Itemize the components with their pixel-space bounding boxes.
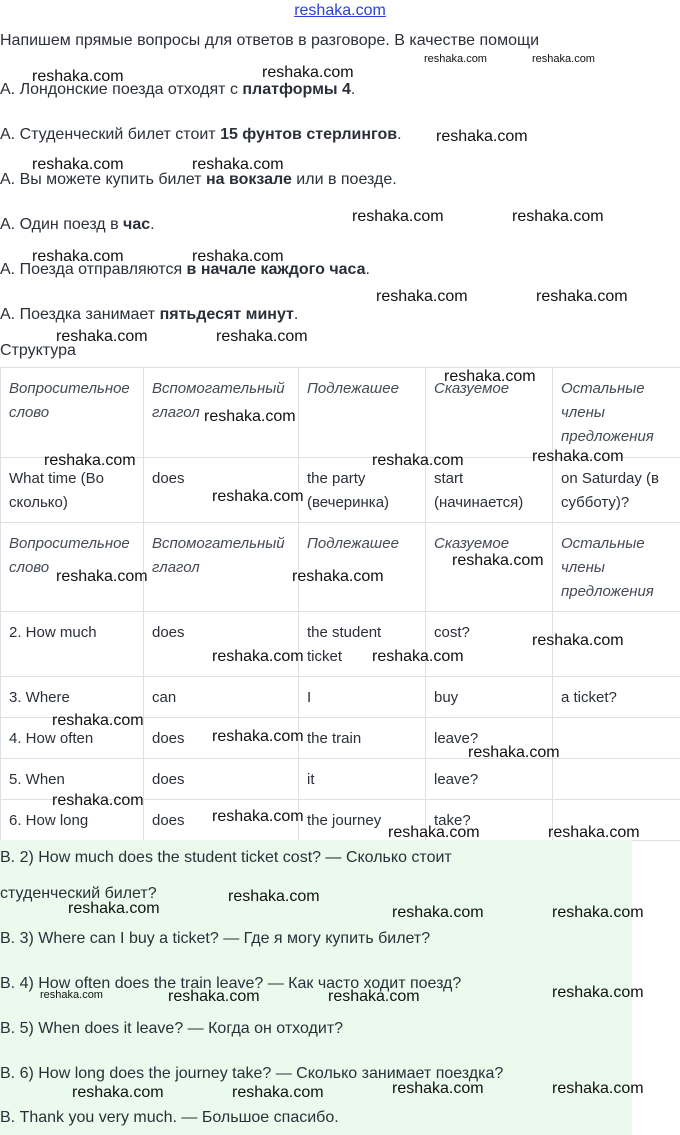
statement-suffix: . [397, 126, 402, 143]
table-cell: start (начинается) [426, 458, 553, 523]
table-header-cell: Вспомогательный глагол [144, 523, 299, 612]
statement-bold: платформы 4 [242, 81, 351, 98]
statement-suffix: . [293, 306, 299, 323]
structure-label: Структура [0, 342, 76, 359]
table-header-cell: Подлежашее [299, 368, 426, 458]
table-cell: 5. When [1, 759, 144, 800]
structure-table [0, 367, 680, 841]
statement-bold: 15 фунтов стерлингов [220, 126, 398, 143]
watermark: reshaka.com [552, 984, 644, 1001]
watermark: reshaka.com [328, 988, 420, 1005]
table-header-cell: Вопросительное слово [1, 523, 144, 612]
table-cell: can [144, 677, 299, 718]
table-cell [553, 718, 680, 759]
watermark: reshaka.com [292, 568, 384, 585]
table-cell: the party (вечеринка) [299, 458, 426, 523]
table-header-row [1, 523, 680, 612]
answer-line: В. 5) When does it leave? — Когда он отходит? [0, 1020, 344, 1037]
watermark: reshaka.com [352, 208, 444, 225]
table-cell: leave? [426, 759, 553, 800]
statement-prefix: А. Поездка занимает [0, 306, 160, 323]
table-cell: 3. Where [1, 677, 144, 718]
statement-suffix: или в поезде. [291, 171, 397, 188]
answer-line: В. Thank you very much. — Большое спасибо. [0, 1109, 339, 1126]
watermark: reshaka.com [192, 156, 284, 173]
table-cell: a ticket? [553, 677, 680, 718]
table-cell [553, 759, 680, 800]
watermark: reshaka.com [552, 904, 644, 921]
table-cell: does [144, 718, 299, 759]
table-cell: What time (Во сколько) [1, 458, 144, 523]
statement-bold: на вокзале [205, 171, 292, 188]
answer-line: В. 6) How long does the journey take? — Сколько занимает поездка? [0, 1065, 504, 1082]
answer-line: В. 2) How much does the student ticket cost? — Сколько стоит [0, 849, 452, 866]
watermark: reshaka.com [168, 988, 260, 1005]
watermark: reshaka.com [192, 248, 284, 265]
table-cell: the journey [299, 800, 426, 841]
statement-prefix: А. Вы можете купить билет [0, 171, 206, 188]
table-cell: 6. How long [1, 800, 144, 841]
watermark: reshaka.com [424, 53, 487, 65]
watermark: reshaka.com [32, 156, 124, 173]
watermark: reshaka.com [52, 792, 144, 809]
statement-prefix: А. Студенческий билет стоит [0, 126, 221, 143]
watermark: reshaka.com [512, 208, 604, 225]
intro-text: Напишем прямые вопросы для ответов в разговоре. В качестве помощи [0, 32, 540, 49]
statement-suffix: . [350, 81, 356, 98]
table-header-cell: Сказуемое [426, 523, 553, 612]
statement-2 [0, 125, 402, 145]
watermark: reshaka.com [52, 712, 144, 729]
table-cell: I [299, 677, 426, 718]
watermark: reshaka.com [68, 900, 160, 917]
watermark: reshaka.com [388, 824, 480, 841]
table-cell: buy [426, 677, 553, 718]
watermark: reshaka.com [444, 368, 536, 385]
table-cell: the student ticket [299, 612, 426, 677]
statement-4 [0, 215, 155, 235]
watermark: reshaka.com [56, 568, 148, 585]
statement-prefix: А. Лондонские поезда отходят с [0, 81, 243, 98]
table-header-cell: Сказуемое [426, 368, 553, 458]
answer-line: В. 3) Where can I buy a ticket? — Где я могу купить билет? [0, 930, 431, 947]
watermark: reshaka.com [376, 288, 468, 305]
watermark: reshaka.com [212, 808, 304, 825]
statement-prefix: А. Один поезд в [0, 216, 124, 233]
table-cell: does [144, 612, 299, 677]
watermark: reshaka.com [532, 448, 624, 465]
watermark: reshaka.com [56, 328, 148, 345]
statement-prefix: А. Поезда отправляются [0, 261, 187, 278]
table-cell: the train [299, 718, 426, 759]
watermark: reshaka.com [372, 452, 464, 469]
table-header-cell: Остальные члены предложения [553, 523, 680, 612]
watermark: reshaka.com [212, 728, 304, 745]
watermark: reshaka.com [216, 328, 308, 345]
watermark: reshaka.com [228, 888, 320, 905]
table-cell: does [144, 759, 299, 800]
site-link[interactable]: reshaka.com [294, 2, 386, 19]
watermark: reshaka.com [548, 824, 640, 841]
watermark: reshaka.com [212, 488, 304, 505]
table-cell: it [299, 759, 426, 800]
statement-suffix: . [365, 261, 370, 278]
table-header-cell: Остальные члены предложения [553, 368, 680, 458]
watermark: reshaka.com [32, 68, 124, 85]
watermark: reshaka.com [232, 1084, 324, 1101]
statement-bold: в начале каждого часа [186, 261, 366, 278]
table-cell: does [144, 458, 299, 523]
watermark: reshaka.com [262, 64, 354, 81]
watermark: reshaka.com [72, 1084, 164, 1101]
watermark: reshaka.com [536, 288, 628, 305]
statement-bold: час [123, 216, 151, 233]
table-cell: take? [426, 800, 553, 841]
watermark: reshaka.com [392, 904, 484, 921]
table-cell: 4. How often [1, 718, 144, 759]
watermark: reshaka.com [532, 53, 595, 65]
watermark: reshaka.com [552, 1080, 644, 1097]
table-header-cell: Вспомогательный глагол [144, 368, 299, 458]
table-cell: on Saturday (в субботу)? [553, 458, 680, 523]
watermark: reshaka.com [204, 408, 296, 425]
watermark: reshaka.com [372, 648, 464, 665]
table-header-cell: Подлежашее [299, 523, 426, 612]
statement-6 [0, 305, 298, 325]
table-cell: leave? [426, 718, 553, 759]
answer-line: студенческий билет? [0, 885, 157, 902]
statement-suffix: . [150, 216, 155, 233]
watermark: reshaka.com [436, 128, 528, 145]
table-header-cell: Вопросительное слово [1, 368, 144, 458]
answer-line: В. 4) How often does the train leave? — Как часто ходит поезд? [0, 975, 462, 992]
watermark: reshaka.com [212, 648, 304, 665]
watermark: reshaka.com [468, 744, 560, 761]
table-cell: 2. How much [1, 612, 144, 677]
watermark: reshaka.com [32, 248, 124, 265]
table-header-row [1, 368, 680, 458]
watermark: reshaka.com [40, 989, 103, 1001]
statement-bold: пятьдесят минут [159, 306, 294, 323]
watermark: reshaka.com [44, 452, 136, 469]
table-cell: does [144, 800, 299, 841]
watermark: reshaka.com [532, 632, 624, 649]
watermark: reshaka.com [452, 552, 544, 569]
watermark: reshaka.com [392, 1080, 484, 1097]
table-cell: cost? [426, 612, 553, 677]
